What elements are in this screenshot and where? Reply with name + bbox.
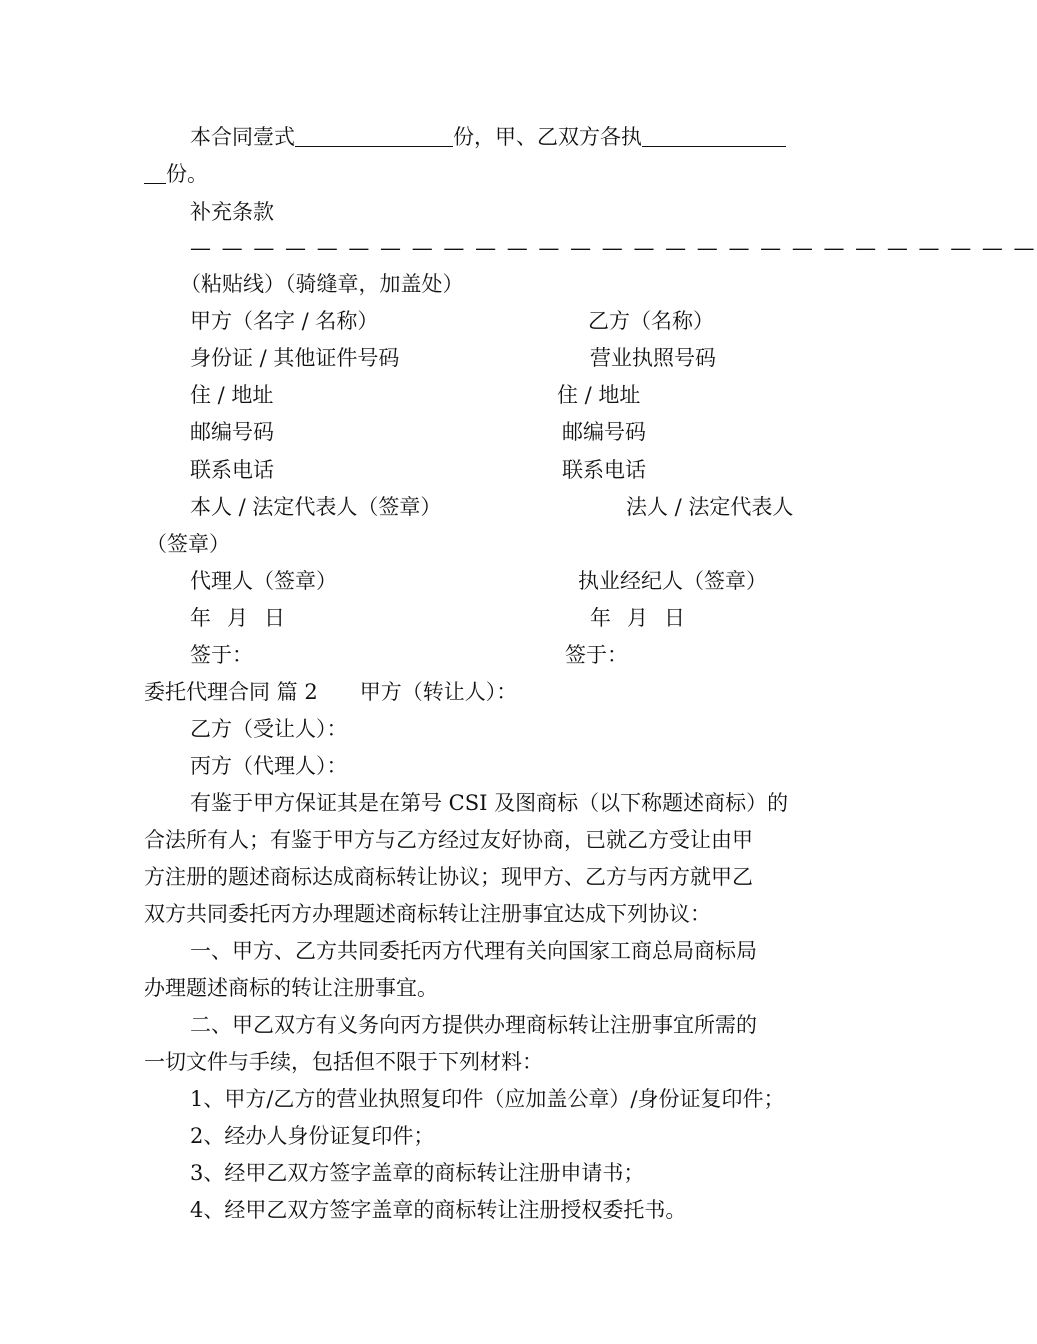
preamble-line: 双方共同委托丙方办理题述商标转让注册事宜达成下列协议： <box>144 902 711 926</box>
preamble-line: 合法所有人；有鉴于甲方与乙方经过友好协商，已就乙方受让由甲 <box>144 828 753 852</box>
party-a-date <box>190 604 285 632</box>
party-a-signed-at: 签于： <box>190 643 253 667</box>
copies-line-2 <box>144 160 208 188</box>
clause1-line: 一、甲方、乙方共同委托丙方代理有关向国家工商总局商标局 <box>190 939 757 963</box>
preamble-line: 有鉴于甲方保证其是在第号 CSI 及图商标（以下称题述商标）的 <box>190 791 789 815</box>
copies-tail-text: 份。 <box>166 162 208 186</box>
contract2-party-b: 乙方（受让人）： <box>190 717 348 741</box>
party-b-postcode-label: 邮编号码 <box>562 420 646 444</box>
party-a-name-label: 甲方（名字 / 名称） <box>190 309 379 333</box>
clause1-line: 办理题述商标的转让注册事宜。 <box>144 976 438 1000</box>
contract2-heading-line <box>144 678 517 706</box>
contract2-heading: 委托代理合同 篇 2 <box>144 680 318 704</box>
party-b-rep-label-cont: （签章） <box>146 532 230 556</box>
party-b-phone-label: 联系电话 <box>562 458 646 482</box>
copies-blank-2-cont[interactable] <box>144 161 166 184</box>
party-b-broker-label: 执业经纪人（签章） <box>578 569 767 593</box>
party-a-postcode-label: 邮编号码 <box>190 420 274 444</box>
party-a-phone-label: 联系电话 <box>190 458 274 482</box>
party-b-name-label: 乙方（名称） <box>588 309 714 333</box>
party-a-date-day: 日 <box>264 606 285 630</box>
supplementary-dash-line: — — — — — — — — — — — — — — — — — — — — — — — — — — — <box>190 236 1037 260</box>
clause2-line: 二、甲乙双方有义务向丙方提供办理商标转让注册事宜所需的 <box>190 1013 757 1037</box>
paste-line-label: （粘贴线）（骑缝章，加盖处） <box>180 272 464 296</box>
party-b-date <box>590 604 685 632</box>
party-a-address-label: 住 / 地址 <box>190 383 274 407</box>
clause2-line: 一切文件与手续，包括但不限于下列材料： <box>144 1050 543 1074</box>
party-a-rep-label: 本人 / 法定代表人（签章） <box>190 495 442 519</box>
contract2-party-a: 甲方（转让人）： <box>359 680 518 704</box>
party-a-date-month: 月 <box>227 606 248 630</box>
party-b-signed-at: 签于： <box>565 643 628 667</box>
party-b-rep-label: 法人 / 法定代表人 <box>626 495 794 519</box>
party-b-id-label: 营业执照号码 <box>590 346 716 370</box>
material-item: 2、经办人身份证复印件； <box>190 1124 435 1148</box>
party-b-date-year: 年 <box>590 606 611 630</box>
material-item: 3、经甲乙双方签字盖章的商标转让注册申请书； <box>190 1161 645 1185</box>
copies-line <box>190 123 786 151</box>
party-a-agent-label: 代理人（签章） <box>190 569 337 593</box>
contract2-party-c: 丙方（代理人）： <box>190 754 348 778</box>
party-a-date-year: 年 <box>190 606 211 630</box>
supplementary-title: 补充条款 <box>190 200 274 224</box>
material-item: 1、甲方/乙方的营业执照复印件（应加盖公章）/身份证复印件； <box>190 1087 785 1111</box>
party-b-date-month: 月 <box>627 606 648 630</box>
party-b-date-day: 日 <box>664 606 685 630</box>
material-item: 4、经甲乙双方签字盖章的商标转让注册授权委托书。 <box>190 1198 687 1222</box>
party-b-address-label: 住 / 地址 <box>557 383 641 407</box>
copies-blank-2[interactable] <box>642 124 786 147</box>
party-a-id-label: 身份证 / 其他证件号码 <box>190 346 400 370</box>
copies-lead-text: 本合同壹式 <box>190 125 295 149</box>
preamble-line: 方注册的题述商标达成商标转让协议；现甲方、乙方与丙方就甲乙 <box>144 865 753 889</box>
copies-blank-1[interactable] <box>295 124 453 147</box>
copies-middle-text: 份，甲、乙双方各执 <box>453 125 642 149</box>
